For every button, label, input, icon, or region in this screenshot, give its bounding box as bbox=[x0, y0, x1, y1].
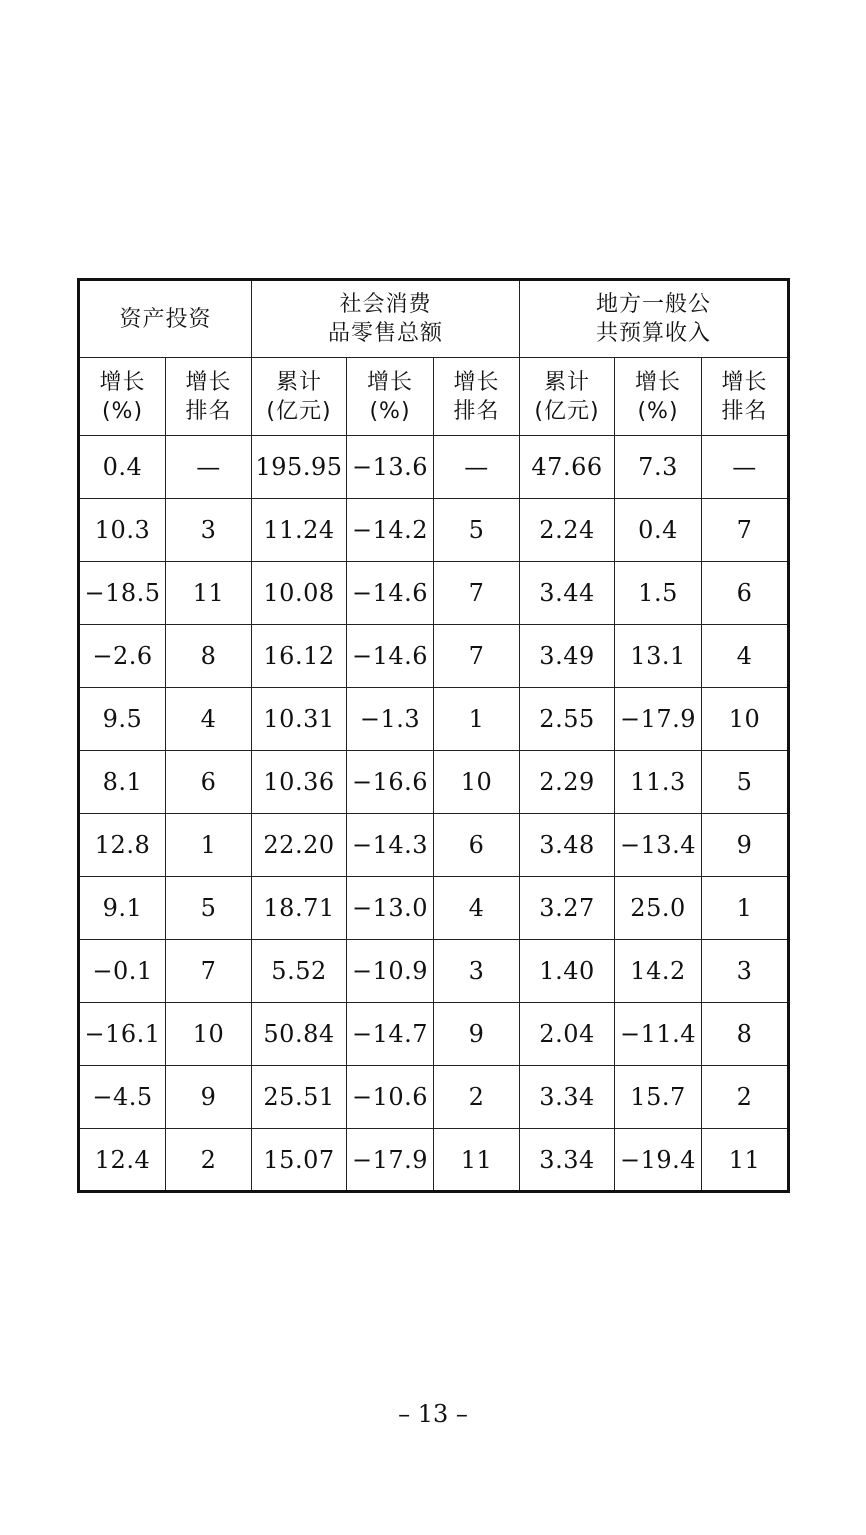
table-cell: 1.40 bbox=[520, 940, 615, 1003]
table-cell: −17.9 bbox=[615, 688, 702, 751]
table-cell: 9 bbox=[434, 1003, 520, 1066]
table-cell: 11 bbox=[434, 1129, 520, 1192]
sub-header-row bbox=[79, 358, 789, 436]
table-row bbox=[79, 814, 789, 877]
table-cell: 15.07 bbox=[252, 1129, 347, 1192]
table-cell: 11 bbox=[166, 562, 252, 625]
table-cell: 5 bbox=[166, 877, 252, 940]
table-cell: −10.6 bbox=[347, 1066, 434, 1129]
table-row bbox=[79, 940, 789, 1003]
table-cell: 14.2 bbox=[615, 940, 702, 1003]
table-cell: 10 bbox=[702, 688, 789, 751]
table-cell: 10.08 bbox=[252, 562, 347, 625]
table-cell: 6 bbox=[166, 751, 252, 814]
column-header-line: 增长 bbox=[721, 369, 768, 395]
column-header-line: (%) bbox=[369, 398, 411, 424]
table-row bbox=[79, 1129, 789, 1192]
table-cell: 3.44 bbox=[520, 562, 615, 625]
column-header bbox=[252, 358, 347, 436]
column-header-line: (亿元) bbox=[534, 398, 600, 424]
table-cell: −13.4 bbox=[615, 814, 702, 877]
group-header-line: 共预算收入 bbox=[596, 321, 712, 346]
table-cell: 10 bbox=[434, 751, 520, 814]
group-header-line: 社会消费 bbox=[339, 292, 432, 317]
table-row bbox=[79, 1003, 789, 1066]
table-cell: 3.27 bbox=[520, 877, 615, 940]
table-row bbox=[79, 562, 789, 625]
group-header-line: 品零售总额 bbox=[328, 321, 444, 346]
statistics-table bbox=[77, 278, 790, 1193]
table-cell: −2.6 bbox=[79, 625, 166, 688]
column-header bbox=[520, 358, 615, 436]
table-cell: 22.20 bbox=[252, 814, 347, 877]
column-header-line: 排名 bbox=[185, 398, 232, 424]
group-header-row bbox=[79, 280, 789, 358]
column-header-line: 增长 bbox=[99, 369, 146, 395]
column-header bbox=[79, 358, 166, 436]
column-header-line: 排名 bbox=[453, 398, 500, 424]
column-header-line: 增长 bbox=[453, 369, 500, 395]
table-cell: 4 bbox=[702, 625, 789, 688]
table-cell: 50.84 bbox=[252, 1003, 347, 1066]
table-cell: 3.34 bbox=[520, 1129, 615, 1192]
table-cell: 2.04 bbox=[520, 1003, 615, 1066]
column-header-line: 增长 bbox=[185, 369, 232, 395]
group-header bbox=[520, 280, 789, 358]
table-cell: −14.3 bbox=[347, 814, 434, 877]
table-cell: — bbox=[434, 436, 520, 499]
table-cell: 12.8 bbox=[79, 814, 166, 877]
table-cell: −17.9 bbox=[347, 1129, 434, 1192]
column-header-line: 累计 bbox=[544, 369, 591, 395]
table-cell: 10.3 bbox=[79, 499, 166, 562]
column-header bbox=[434, 358, 520, 436]
table-cell: 1.5 bbox=[615, 562, 702, 625]
table-cell: 2.29 bbox=[520, 751, 615, 814]
table-cell: −13.0 bbox=[347, 877, 434, 940]
table-cell: — bbox=[702, 436, 789, 499]
table-cell: −1.3 bbox=[347, 688, 434, 751]
table-cell: 5.52 bbox=[252, 940, 347, 1003]
column-header-line: (%) bbox=[101, 398, 144, 424]
table-cell: 1 bbox=[166, 814, 252, 877]
table-cell: 4 bbox=[434, 877, 520, 940]
column-header-line: 增长 bbox=[367, 369, 414, 395]
table-cell: 0.4 bbox=[79, 436, 166, 499]
table-cell: −10.9 bbox=[347, 940, 434, 1003]
table-cell: 11.24 bbox=[252, 499, 347, 562]
table-cell: 6 bbox=[434, 814, 520, 877]
table-cell: 3.49 bbox=[520, 625, 615, 688]
table-cell: 15.7 bbox=[615, 1066, 702, 1129]
table-cell: 18.71 bbox=[252, 877, 347, 940]
table-cell: — bbox=[166, 436, 252, 499]
table-cell: 7 bbox=[434, 625, 520, 688]
table-cell: −14.6 bbox=[347, 562, 434, 625]
table-row bbox=[79, 751, 789, 814]
table-cell: 2 bbox=[434, 1066, 520, 1129]
table-cell: 3.34 bbox=[520, 1066, 615, 1129]
table-cell: 3.48 bbox=[520, 814, 615, 877]
table-cell: 10.31 bbox=[252, 688, 347, 751]
table-cell: 11 bbox=[702, 1129, 789, 1192]
page-number: – 13 – bbox=[398, 1400, 468, 1428]
table-cell: −13.6 bbox=[347, 436, 434, 499]
column-header-line: (亿元) bbox=[266, 398, 332, 424]
table-cell: 1 bbox=[702, 877, 789, 940]
table-cell: 9.5 bbox=[79, 688, 166, 751]
table-row bbox=[79, 625, 789, 688]
table-cell: −0.1 bbox=[79, 940, 166, 1003]
table-cell: 47.66 bbox=[520, 436, 615, 499]
table-cell: 2.24 bbox=[520, 499, 615, 562]
table-cell: 9 bbox=[166, 1066, 252, 1129]
table-cell: 12.4 bbox=[79, 1129, 166, 1192]
group-header bbox=[79, 280, 252, 358]
table-cell: 7 bbox=[166, 940, 252, 1003]
table-cell: 2 bbox=[166, 1129, 252, 1192]
table-cell: 13.1 bbox=[615, 625, 702, 688]
table-row bbox=[79, 877, 789, 940]
table-row bbox=[79, 688, 789, 751]
table-cell: 9 bbox=[702, 814, 789, 877]
table-row bbox=[79, 1066, 789, 1129]
table-cell: 25.0 bbox=[615, 877, 702, 940]
table-cell: −14.6 bbox=[347, 625, 434, 688]
table-cell: 11.3 bbox=[615, 751, 702, 814]
table-cell: 0.4 bbox=[615, 499, 702, 562]
group-header bbox=[252, 280, 520, 358]
table-cell: 4 bbox=[166, 688, 252, 751]
table-cell: 7 bbox=[702, 499, 789, 562]
column-header bbox=[347, 358, 434, 436]
table-cell: 7 bbox=[434, 562, 520, 625]
table-cell: 10 bbox=[166, 1003, 252, 1066]
table-cell: 3 bbox=[166, 499, 252, 562]
table-row bbox=[79, 436, 789, 499]
table-cell: −19.4 bbox=[615, 1129, 702, 1192]
table-cell: −18.5 bbox=[79, 562, 166, 625]
table-cell: 9.1 bbox=[79, 877, 166, 940]
table-cell: 195.95 bbox=[252, 436, 347, 499]
table-cell: 2 bbox=[702, 1066, 789, 1129]
column-header-line: 累计 bbox=[276, 369, 323, 395]
table-cell: −4.5 bbox=[79, 1066, 166, 1129]
table-cell: 16.12 bbox=[252, 625, 347, 688]
group-header-line: 资产投资 bbox=[119, 306, 212, 332]
column-header bbox=[702, 358, 789, 436]
table-cell: 8 bbox=[702, 1003, 789, 1066]
table-cell: 7.3 bbox=[615, 436, 702, 499]
table-cell: 1 bbox=[434, 688, 520, 751]
column-header-line: (%) bbox=[637, 398, 679, 424]
table-cell: −16.1 bbox=[79, 1003, 166, 1066]
table-cell: −14.2 bbox=[347, 499, 434, 562]
table-cell: 2.55 bbox=[520, 688, 615, 751]
table-cell: 5 bbox=[434, 499, 520, 562]
table-cell: 5 bbox=[702, 751, 789, 814]
column-header bbox=[166, 358, 252, 436]
table-cell: 3 bbox=[702, 940, 789, 1003]
column-header-line: 排名 bbox=[721, 398, 768, 424]
table-cell: 25.51 bbox=[252, 1066, 347, 1129]
table-body bbox=[79, 280, 789, 1192]
table-cell: 6 bbox=[702, 562, 789, 625]
column-header bbox=[615, 358, 702, 436]
group-header-line: 地方一般公 bbox=[596, 292, 712, 317]
table-cell: 3 bbox=[434, 940, 520, 1003]
column-header-line: 增长 bbox=[635, 369, 682, 395]
table-cell: 8.1 bbox=[79, 751, 166, 814]
table-cell: 8 bbox=[166, 625, 252, 688]
table-cell: 10.36 bbox=[252, 751, 347, 814]
table-row bbox=[79, 499, 789, 562]
table-cell: −14.7 bbox=[347, 1003, 434, 1066]
table-cell: −16.6 bbox=[347, 751, 434, 814]
table-cell: −11.4 bbox=[615, 1003, 702, 1066]
